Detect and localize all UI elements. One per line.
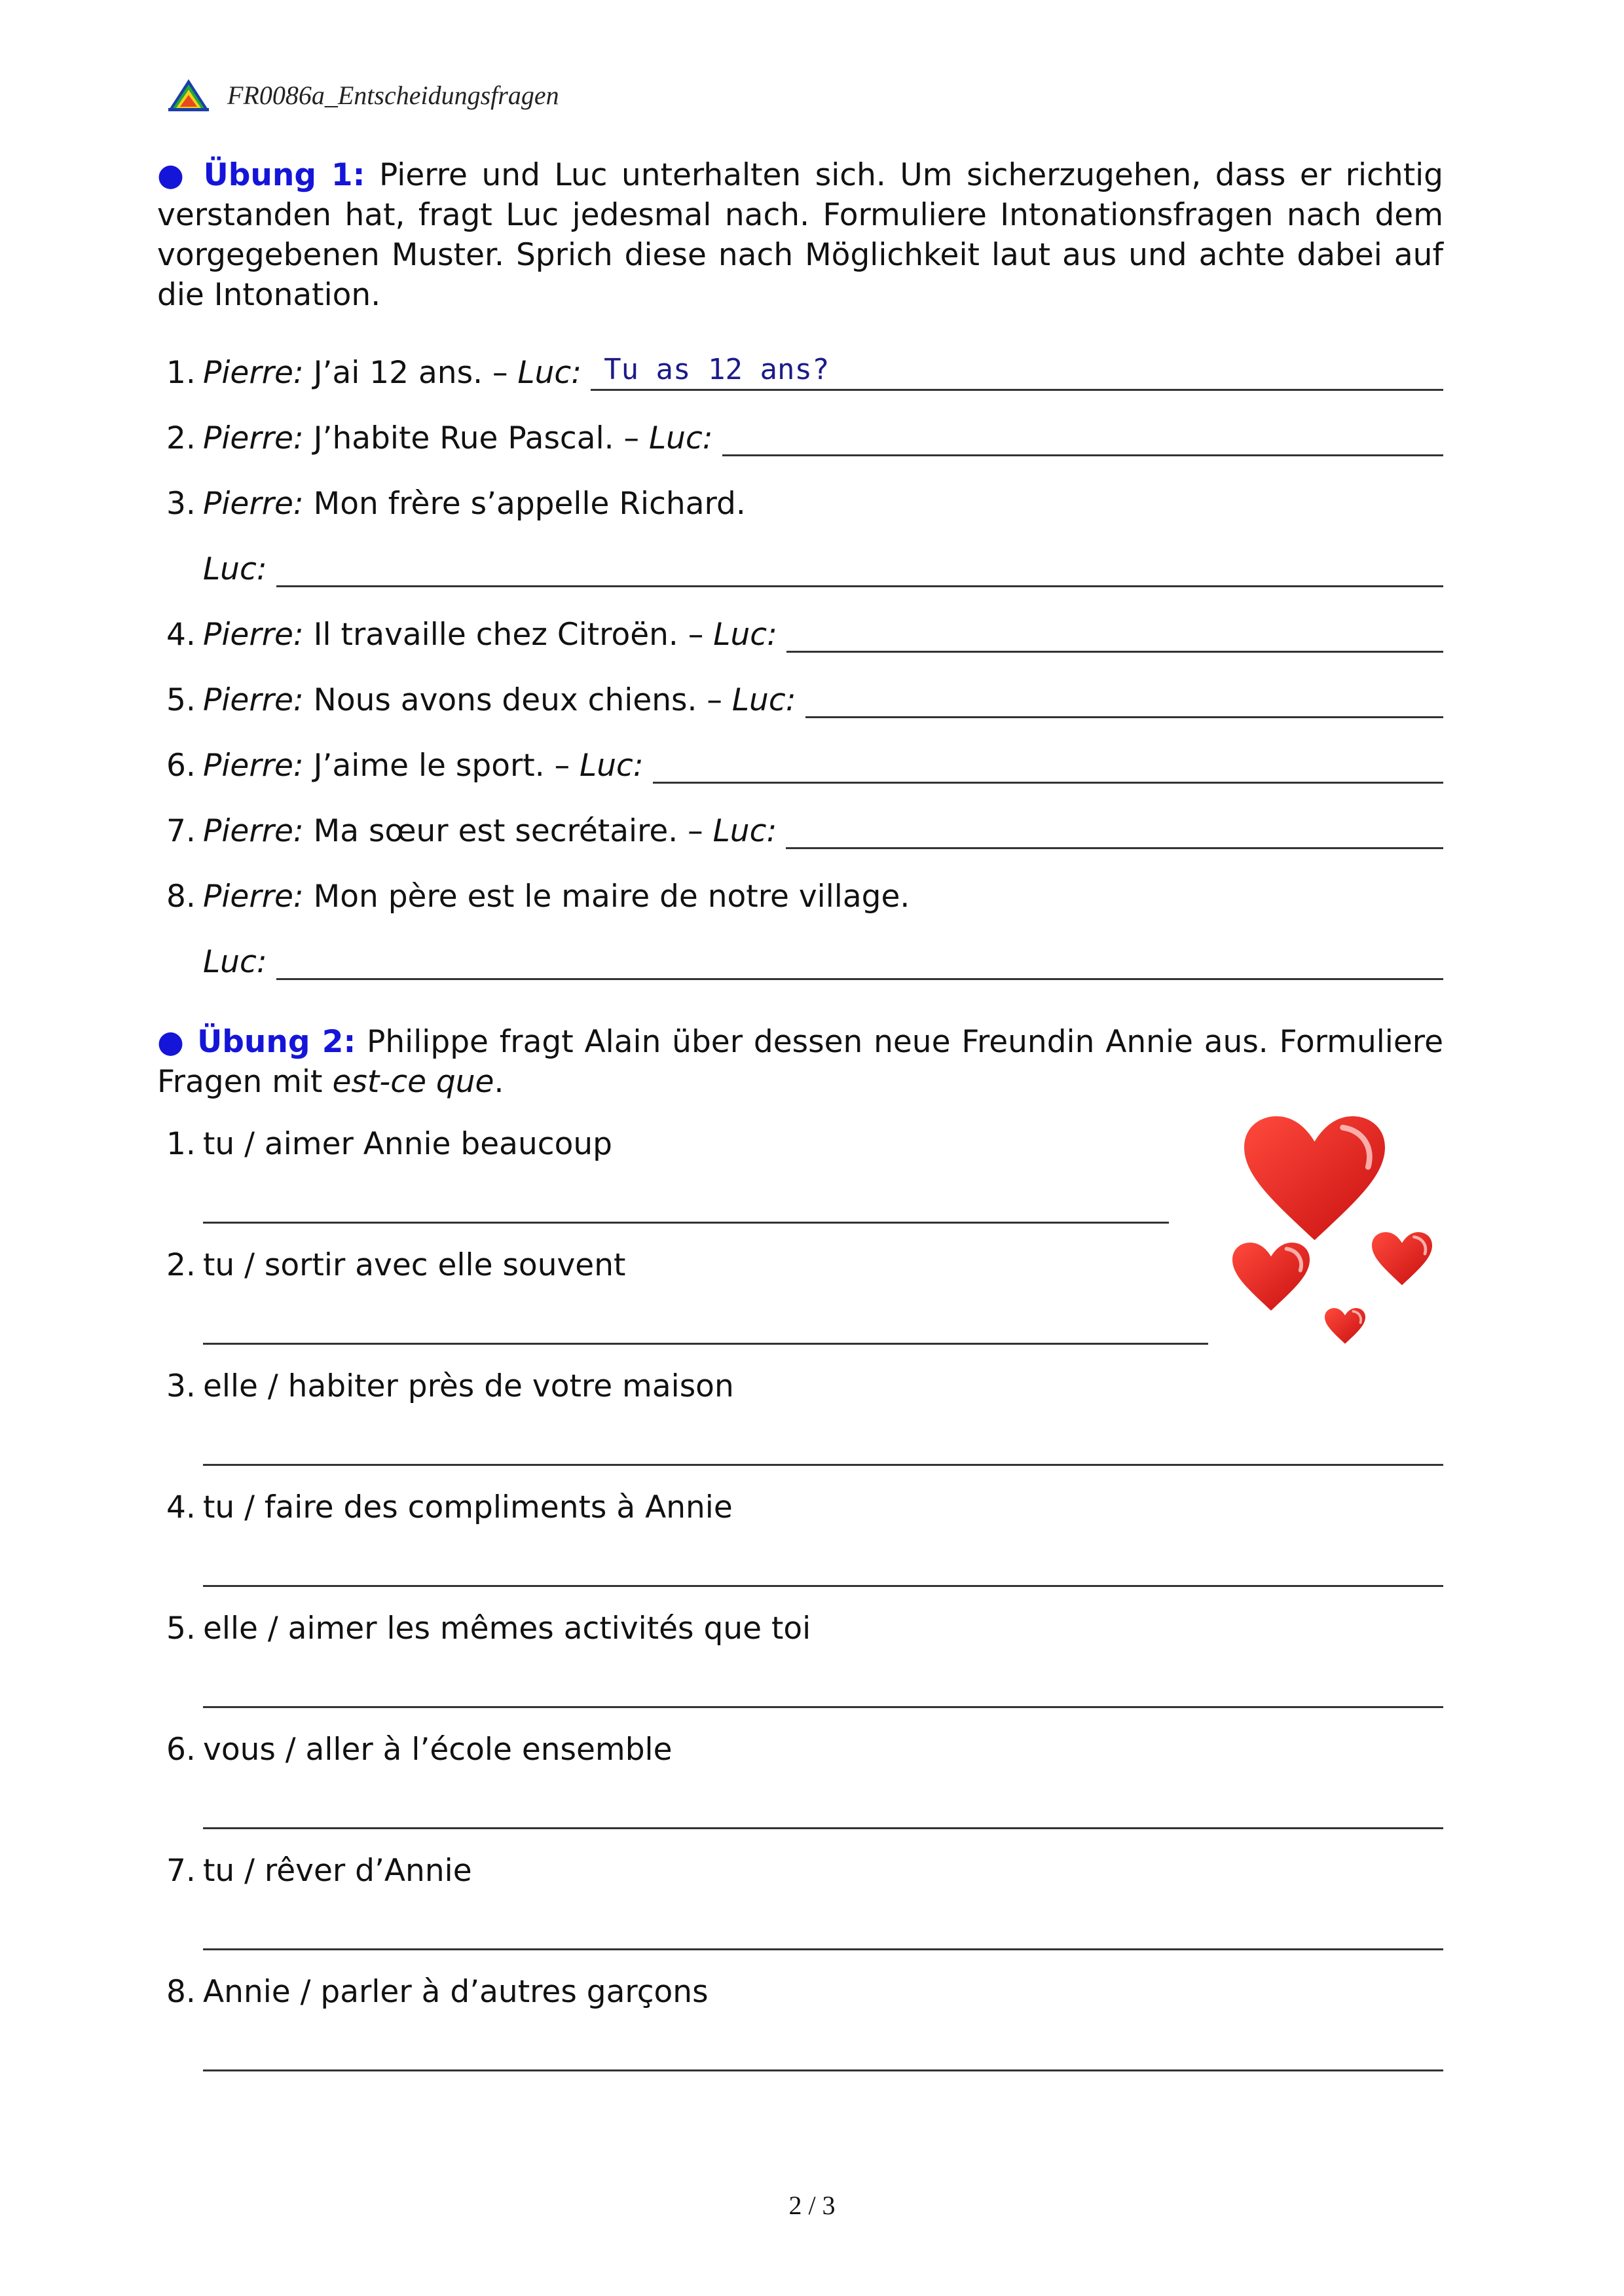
exercise1-item: [166, 481, 1443, 522]
answer-line[interactable]: [203, 1464, 1443, 1466]
dash: –: [678, 617, 714, 653]
item-number: 5.: [166, 682, 196, 718]
exercise2-item: [166, 1611, 811, 1647]
exercise1-instruction: [157, 155, 1443, 315]
item-number: 5.: [166, 1611, 196, 1647]
exercise2-item: [166, 1853, 472, 1889]
item-text: [203, 748, 644, 784]
item-prompt: tu / sortir avec elle souvent: [203, 1247, 626, 1283]
item-number: 1.: [166, 1126, 196, 1162]
dash: –: [483, 355, 518, 391]
answer-line[interactable]: [722, 422, 1443, 456]
answer-line[interactable]: [203, 1948, 1443, 1950]
speaker-pierre: Pierre:: [203, 486, 304, 522]
dash: –: [614, 420, 649, 456]
item-prompt: tu / aimer Annie beaucoup: [203, 1126, 612, 1162]
header: [167, 75, 559, 115]
item-prompt: vous / aller à l’école ensemble: [203, 1732, 673, 1768]
item-number: 4.: [166, 1489, 196, 1525]
speaker-pierre: Pierre:: [203, 748, 304, 784]
exercise1-item: [166, 350, 1443, 391]
item-number: 6.: [166, 748, 196, 784]
answer-line[interactable]: [591, 353, 1443, 391]
item-number: 2.: [166, 1247, 196, 1283]
exercise2-label: ● Übung 2:: [157, 1024, 356, 1060]
answer-line[interactable]: [805, 683, 1443, 718]
item-prompt: tu / rêver d’Annie: [203, 1853, 472, 1889]
item-prompt: Annie / parler à d’autres garçons: [203, 1974, 709, 2010]
exercise1-item: [166, 678, 1443, 718]
exercise2-text-end: .: [494, 1064, 504, 1100]
exercise2-item: [166, 1489, 733, 1525]
exercise2-item: [166, 1368, 734, 1404]
answer-line[interactable]: [203, 1585, 1443, 1587]
exercise1-item: [166, 612, 1443, 653]
item-number: 1.: [166, 355, 196, 391]
pierre-statement: J’aime le sport.: [303, 748, 545, 784]
item-text: [203, 879, 910, 915]
answer-line[interactable]: [203, 1706, 1443, 1708]
item-text: [203, 420, 713, 456]
exercise1-item: [166, 743, 1443, 784]
rainbow-pyramid-logo: [167, 78, 210, 112]
page-number: 2 / 3: [788, 2191, 836, 2220]
pierre-statement: Mon frère s’appelle Richard.: [303, 486, 746, 522]
speaker-luc: Luc:: [648, 420, 713, 456]
pierre-statement: Ma sœur est secrétaire.: [303, 813, 678, 849]
speaker-pierre: Pierre:: [203, 682, 304, 718]
exercise2-item: [166, 1732, 673, 1768]
exercise2-instruction: [157, 1022, 1443, 1102]
exercise2-item: [166, 1247, 625, 1283]
answer-line[interactable]: [786, 618, 1443, 653]
speaker-luc: Luc:: [203, 944, 267, 980]
item-number: 7.: [166, 1853, 196, 1889]
item-number: 3.: [166, 1368, 196, 1404]
answer-line[interactable]: [786, 814, 1443, 849]
speaker-pierre: Pierre:: [203, 420, 304, 456]
answer-line[interactable]: [203, 1343, 1208, 1345]
item-prompt: elle / aimer les mêmes activités que toi: [203, 1611, 811, 1647]
item-number: 4.: [166, 617, 196, 653]
answer-line[interactable]: [203, 1827, 1443, 1829]
item-number: 3.: [166, 486, 196, 522]
exercise2-text: Philippe fragt Alain über dessen neue Freundin Annie aus. Formuliere Fragen mit: [157, 1024, 1443, 1100]
speaker-luc: Luc:: [731, 682, 796, 718]
item-number: 8.: [166, 1974, 196, 2010]
exercise1-item: [166, 809, 1443, 849]
speaker-luc: Luc:: [712, 813, 777, 849]
dash: –: [678, 813, 713, 849]
item-text: [203, 682, 796, 718]
speaker-pierre: Pierre:: [203, 813, 304, 849]
answer-line[interactable]: [203, 2069, 1443, 2071]
pierre-statement: Mon père est le maire de notre village.: [303, 879, 910, 915]
pierre-statement: Il travaille chez Citroën.: [303, 617, 678, 653]
answer-line[interactable]: [203, 1222, 1169, 1224]
exercise1-label: ● Übung 1:: [157, 157, 365, 193]
speaker-luc: Luc:: [713, 617, 777, 653]
dash: –: [697, 682, 732, 718]
answer-text: Tu as 12 ans?: [604, 353, 830, 386]
item-prompt: elle / habiter près de votre maison: [203, 1368, 734, 1404]
item-text: [203, 617, 777, 653]
item-number: 6.: [166, 1732, 196, 1768]
speaker-luc: Luc:: [203, 551, 267, 587]
answer-line[interactable]: [276, 945, 1443, 980]
item-text: [203, 551, 267, 587]
speaker-pierre: Pierre:: [203, 879, 304, 915]
pierre-statement: J’habite Rue Pascal.: [303, 420, 614, 456]
exercise2-item: [166, 1974, 709, 2010]
exercise1-item: [166, 874, 1443, 915]
exercise1-item-continuation: [203, 939, 1443, 980]
document-title: FR0086a_Entscheidungsfragen: [227, 80, 559, 110]
speaker-pierre: Pierre:: [203, 617, 304, 653]
item-text: [203, 813, 777, 849]
hearts-icon: [1218, 1100, 1454, 1362]
answer-line[interactable]: [276, 553, 1443, 587]
dash: –: [544, 748, 580, 784]
exercise1-text: Pierre und Luc unterhalten sich. Um sicherzugehen, dass er richtig verstanden hat, fragt Luc jedesmal nach. Formuliere Intonationsfragen nach dem vorgegebenen Muster. Sprich diese nach Möglichkeit laut aus und achte dabei auf die Intonation.: [157, 157, 1444, 313]
exercise1-item-continuation: [203, 547, 1443, 587]
exercise2-item: [166, 1126, 612, 1162]
item-number: 7.: [166, 813, 196, 849]
speaker-luc: Luc:: [580, 748, 644, 784]
item-prompt: tu / faire des compliments à Annie: [203, 1489, 733, 1525]
item-number: 2.: [166, 420, 196, 456]
pierre-statement: J’ai 12 ans.: [303, 355, 483, 391]
speaker-luc: Luc:: [517, 355, 582, 391]
exercise2-emphasis: est-ce que: [332, 1064, 494, 1100]
item-number: 8.: [166, 879, 196, 915]
exercise1-item: [166, 416, 1443, 456]
item-text: [203, 486, 746, 522]
item-text: [203, 355, 581, 391]
pierre-statement: Nous avons deux chiens.: [303, 682, 697, 718]
speaker-pierre: Pierre:: [203, 355, 304, 391]
item-text: [203, 944, 267, 980]
answer-line[interactable]: [653, 749, 1443, 784]
